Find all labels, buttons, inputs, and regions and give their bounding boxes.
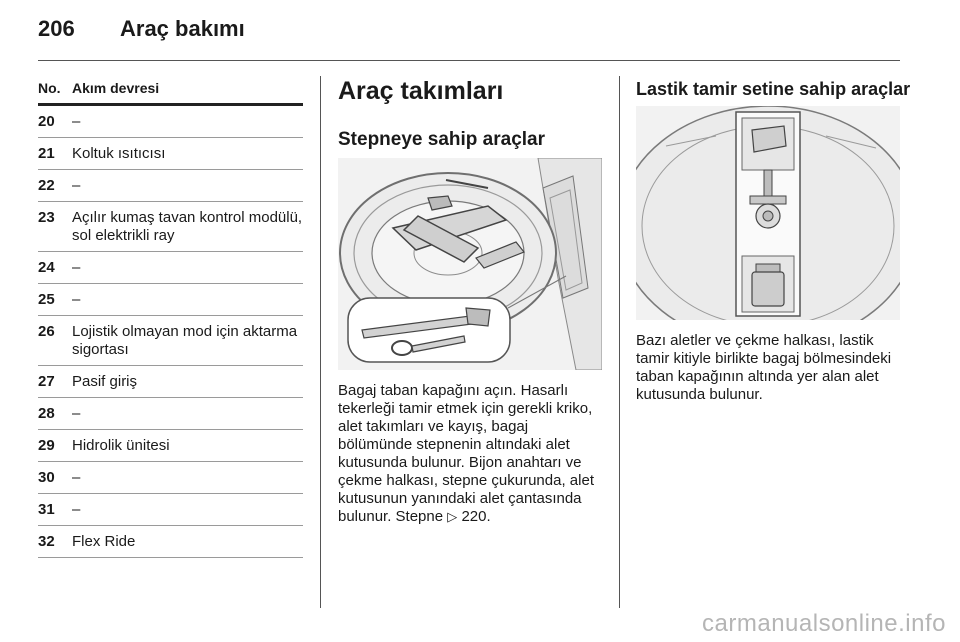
fuse-number: 28 — [38, 405, 55, 422]
fuse-number: 31 — [38, 501, 55, 518]
spare-wheel-tools-drawing — [338, 158, 602, 370]
tools-description — [338, 382, 603, 526]
repair-kit-section — [636, 76, 911, 403]
spare-wheel-tools-illustration — [338, 158, 602, 370]
fuse-number: 29 — [38, 437, 55, 454]
circuit-description: Açılır kumaş tavan kontrol modülü, sol elektrikli ray — [72, 209, 303, 244]
header-rule — [38, 60, 900, 61]
table-row — [38, 462, 303, 494]
table-row — [38, 526, 303, 558]
fuse-number: 30 — [38, 469, 55, 486]
table-row — [38, 398, 303, 430]
table-row — [38, 284, 303, 316]
table-row — [38, 138, 303, 170]
circuit-description: Lojistik olmayan mod için aktarma sigortası — [72, 323, 298, 358]
circuit-description: Pasif giriş — [72, 373, 138, 390]
page-number: 206 — [38, 16, 75, 41]
table-row — [38, 106, 303, 138]
table-header — [38, 80, 303, 106]
column-divider — [320, 76, 321, 608]
page-title: Araç bakımı — [120, 16, 245, 41]
table-row — [38, 252, 303, 284]
circuit-description: – — [72, 291, 81, 308]
section-subheading: Stepneye sahip araçlar — [338, 129, 545, 150]
repair-kit-description: Bazı aletler ve çekme halkası, lastik tamir kitiyle birlikte bagaj bölmesindeki taban kapağının altında yer alan alet kutusunda bulunur. — [636, 332, 892, 403]
page-reference: 220. — [461, 508, 491, 525]
section-subheading: Lastik tamir setine sahip araçlar — [636, 79, 911, 99]
circuit-description: – — [72, 113, 81, 130]
tool-box-drawing — [636, 106, 900, 320]
column-divider — [619, 76, 620, 608]
table-row — [38, 316, 303, 366]
fuse-number: 27 — [38, 373, 55, 390]
fuse-number: 24 — [38, 259, 55, 276]
circuit-description: – — [72, 259, 81, 276]
section-heading: Araç takımları — [338, 77, 504, 105]
watermark: carmanualsonline.info — [702, 610, 946, 637]
table-row — [38, 366, 303, 398]
circuit-description: – — [72, 469, 81, 486]
circuit-description: – — [72, 501, 81, 518]
fuse-number: 23 — [38, 209, 55, 226]
fuse-number: 22 — [38, 177, 55, 194]
table-row — [38, 430, 303, 462]
right-pointing-triangle-icon: ▷ — [447, 509, 458, 524]
circuit-description: – — [72, 177, 81, 194]
table-body — [38, 106, 303, 558]
tools-section — [338, 76, 603, 525]
circuit-description: Flex Ride — [72, 533, 136, 550]
page-header — [38, 16, 245, 48]
table-row — [38, 170, 303, 202]
column-header-no: No. — [38, 80, 61, 96]
circuit-description: – — [72, 405, 81, 422]
fuse-number: 25 — [38, 291, 55, 308]
fuse-number: 21 — [38, 145, 55, 162]
tool-box-illustration — [636, 106, 900, 320]
column-header-circuit: Akım devresi — [72, 80, 160, 96]
fuse-number: 20 — [38, 113, 55, 130]
circuit-description: Koltuk ısıtıcısı — [72, 145, 166, 162]
fuse-number: 32 — [38, 533, 55, 550]
fuse-table — [38, 80, 303, 558]
fuse-number: 26 — [38, 323, 55, 340]
table-row — [38, 202, 303, 252]
tools-body-text: Bagaj taban kapağını açın. Hasarlı tekerleği tamir etmek için gerekli kriko, alet takımları ve kayış, bagaj bölümünde stepnenin altındaki alet kutusunda bulunur. Bijon anahtarı ve çekme halkası, stepne çukurunda, alet kutusunun yanındaki alet çantasında bulunur. Stepne — [338, 382, 594, 525]
table-row — [38, 494, 303, 526]
circuit-description: Hidrolik ünitesi — [72, 437, 170, 454]
